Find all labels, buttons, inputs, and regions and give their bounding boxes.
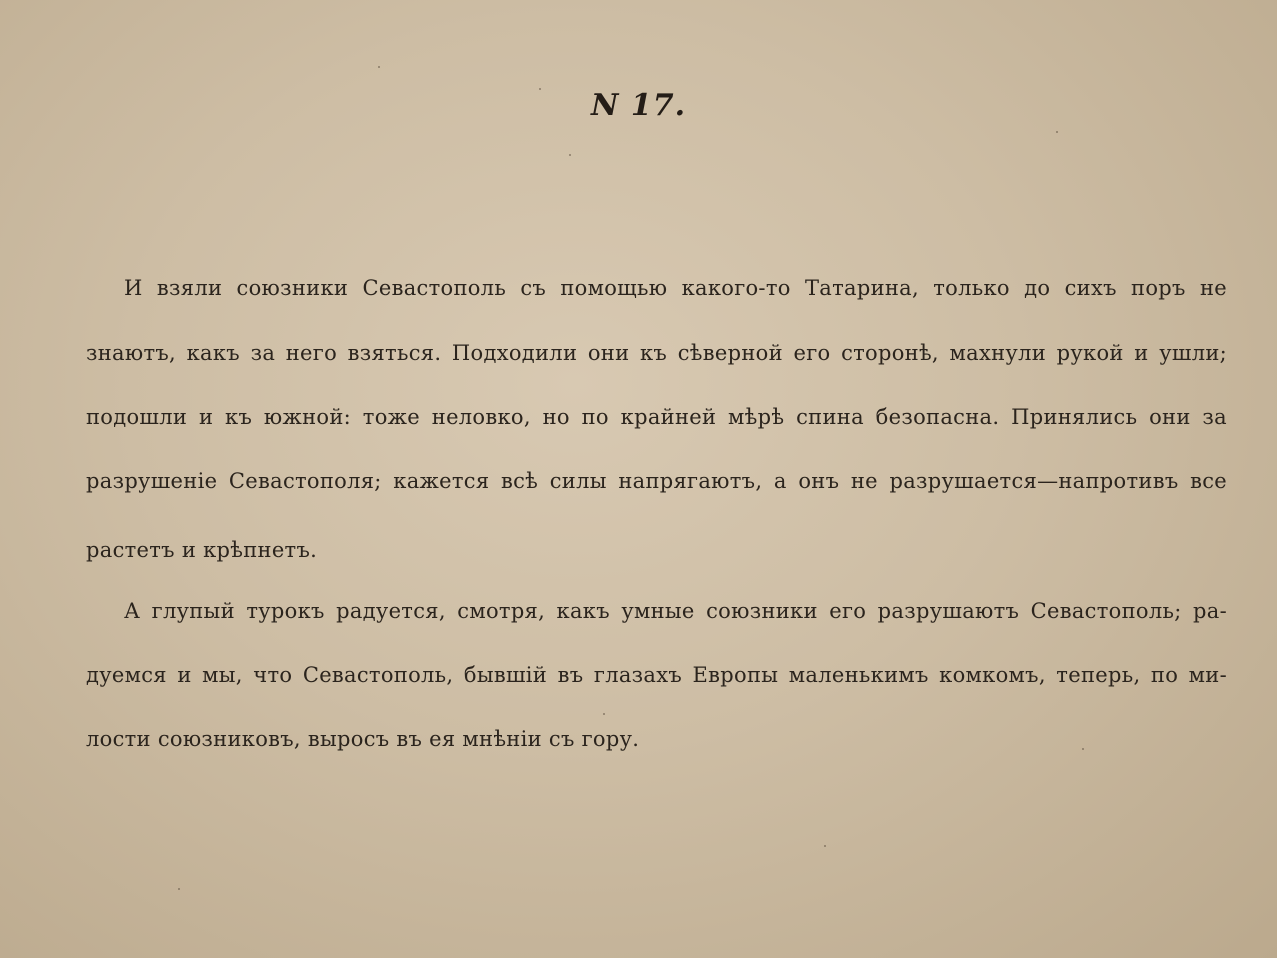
paper-speck xyxy=(824,845,826,847)
paper-speck xyxy=(603,713,605,715)
text-line: подошли и къ южной: тоже неловко, но по крайней мѣрѣ спина безопасна. Принялись они за xyxy=(86,405,1227,429)
text-line: растетъ и крѣпнетъ. xyxy=(86,538,318,562)
text-line: дуемся и мы, что Севастополь, бывшій въ глазахъ Европы маленькимъ комкомъ, теперь, по ми- xyxy=(86,663,1227,687)
text-line: разрушеніе Севастополя; кажется всѣ силы напрягаютъ, а онъ не разрушается—напротивъ все xyxy=(86,469,1227,493)
document-number: N 17. xyxy=(590,88,687,123)
text-line: И взяли союзники Севастополь съ помощью какого-то Татарина, только до сихъ поръ не xyxy=(124,276,1227,300)
text-line: А глупый турокъ радуется, смотря, какъ умные союзники его разрушаютъ Севастополь; ра- xyxy=(124,599,1227,623)
paper-speck xyxy=(539,88,541,90)
paper-speck xyxy=(1056,131,1058,133)
paper-speck xyxy=(178,888,180,890)
text-line: знаютъ, какъ за него взяться. Подходили они къ сѣверной его сторонѣ, махнули рукой и ушли; xyxy=(86,341,1227,365)
paper-speck xyxy=(1082,748,1084,750)
text-line: лости союзниковъ, выросъ въ ея мнѣніи съ гору. xyxy=(86,727,640,751)
paper-speck xyxy=(378,66,380,68)
paper-speck xyxy=(569,154,571,156)
